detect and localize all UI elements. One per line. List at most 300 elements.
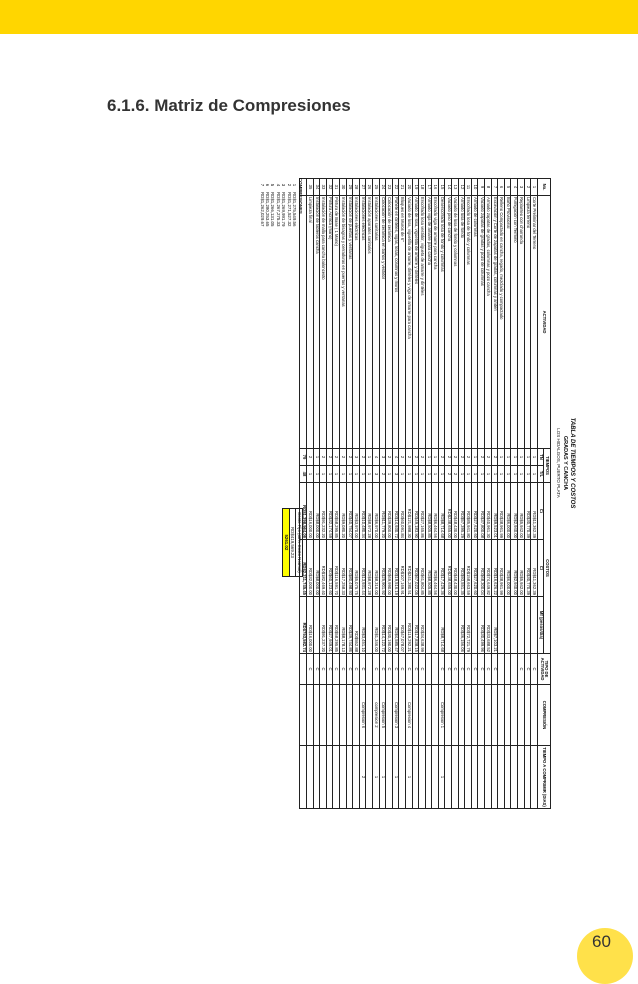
compresion-number: 7 (259, 183, 265, 187)
cell-no: 4 (511, 179, 518, 196)
cell-tn: 1 (425, 449, 432, 466)
cell-tn: 2 (458, 449, 465, 466)
cell-comp (478, 685, 485, 746)
table-row (518, 179, 525, 809)
cell-no: 12 (458, 179, 465, 196)
cell-tiempo (518, 746, 525, 809)
cell-tn: 2 (452, 449, 459, 466)
cell-comp (504, 685, 511, 746)
cell-cl: RD$61,804.85 (419, 540, 426, 597)
table-row (465, 179, 472, 809)
cell-cl: RD$38,961.99 (498, 540, 505, 597)
cell-tipo: C (485, 654, 492, 685)
cell-mf: RD$36,156.06 (458, 597, 465, 654)
cell-mf: RD$58,295.85 (333, 597, 340, 654)
compresion-item (259, 178, 264, 226)
cell-ci: RD$8,972.28 (366, 483, 373, 540)
table-row (405, 179, 412, 809)
compresiones-list (259, 178, 303, 226)
times-costs-table (299, 178, 551, 809)
cell-mf: RD$39,744.86 (346, 597, 353, 654)
cell-tipo: C (405, 654, 412, 685)
cell-tl: 1 (478, 466, 485, 483)
cell-tl: 1 (386, 466, 393, 483)
cell-no: 28 (353, 179, 360, 196)
cell-tn: 2 (340, 449, 347, 466)
compresion-item (265, 178, 270, 226)
cell-act: Fumigación con Termino (511, 196, 518, 449)
cell-tiempo (313, 746, 320, 809)
table-row (412, 179, 419, 809)
cell-tipo: C (452, 654, 459, 685)
cell-act: Instalaciones eléctricas (353, 196, 360, 449)
compresion-item (281, 178, 286, 226)
cell-tiempo (531, 746, 538, 809)
cell-tn: 2 (346, 449, 353, 466)
cell-tipo: C (353, 654, 360, 685)
cell-comp (511, 685, 518, 746)
table-row (432, 179, 439, 809)
cell-comp (465, 685, 472, 746)
cell-no: 15 (438, 179, 445, 196)
costo-fijo-value: RD$419,569.23 (289, 509, 296, 577)
cell-ci: RD$58,295.85 (333, 483, 340, 540)
cell-cl: RD$69,990.00 (386, 540, 393, 597)
header-mf: Mf (pesos/día) (537, 597, 544, 654)
cell-mf: RD$91,237.20 (320, 597, 327, 654)
cell-ci: RD$9,523.01 (491, 483, 498, 540)
table-row (353, 179, 360, 809)
header-cl: Cl (537, 540, 544, 597)
cell-tipo: C (412, 654, 419, 685)
cell-mf: RD$33,688.52 (485, 597, 492, 654)
cell-mf (524, 597, 531, 654)
cell-no: 29 (346, 179, 353, 196)
compresion-value: RD$1,262,029.67 (259, 192, 265, 227)
table-row (471, 179, 478, 809)
cell-tn: 1 (518, 449, 525, 466)
cell-comp (386, 685, 393, 746)
total-mf: RD$753,582.74 (300, 597, 307, 654)
cell-ci: RD$2,940.00 (511, 483, 518, 540)
cell-act: Instalación de tableros cancha (313, 196, 320, 449)
cell-act: Armado viga de amarre para cancha (425, 196, 432, 449)
cell-act: Armado de losa, viguetilla de amarre y dintéles (412, 196, 419, 449)
cell-tn: 3 (353, 449, 360, 466)
table-row (392, 179, 399, 809)
cell-ci: RD$6,464.56 (432, 483, 439, 540)
cell-ci: RD$60,091.84 (399, 483, 406, 540)
cell-tipo: C (346, 654, 353, 685)
cell-mf: RD$8,178.13 (340, 597, 347, 654)
cell-tiempo (353, 746, 360, 809)
cell-cl: RD$6,000.00 (504, 540, 511, 597)
cell-act: Vaciado piso de cancha (445, 196, 452, 449)
cell-cl: RD$48,430.00 (452, 540, 459, 597)
cell-tipo: C (320, 654, 327, 685)
cell-no: 16 (432, 179, 439, 196)
cell-tiempo: 1 (405, 746, 412, 809)
cell-tn: 1 (313, 449, 320, 466)
cell-tl: 1 (432, 466, 439, 483)
cell-cl: RD$116,591.70 (333, 540, 340, 597)
cell-tiempo (333, 746, 340, 809)
cell-mf (425, 597, 432, 654)
cell-tl: 2 (445, 466, 452, 483)
cell-tipo: C (307, 654, 314, 685)
page-heading: 6.1.6. Matriz de Compresiones (107, 96, 351, 115)
top-accent-bar (0, 0, 638, 34)
cell-no: 30 (340, 179, 347, 196)
cell-comp (307, 685, 314, 746)
cell-ci: RD$238,655.00 (445, 483, 452, 540)
cell-tipo: C (458, 654, 465, 685)
cell-tiempo (412, 746, 419, 809)
cell-mf: RD$16,000.00 (307, 597, 314, 654)
cell-tipo (511, 654, 518, 685)
cell-mf: RD$72,721.79 (465, 597, 472, 654)
cell-tipo: C (471, 654, 478, 685)
cell-comp (346, 685, 353, 746)
header-tn: TN (537, 449, 544, 466)
compresiones-title: COMPRESIONES (298, 178, 303, 214)
table-row (531, 179, 538, 809)
cell-comp (412, 685, 419, 746)
cell-mf (445, 597, 452, 654)
cell-mf: RD$30,190.00 (386, 597, 393, 654)
cell-tiempo (491, 746, 498, 809)
cell-no: 33 (320, 179, 327, 196)
cell-no: 5 (504, 179, 511, 196)
cell-cl: RD$8,000.00 (313, 540, 320, 597)
cell-tiempo (458, 746, 465, 809)
cell-comp: Compresion 5 (379, 685, 386, 746)
cell-tn: 2 (320, 449, 327, 466)
cell-no: 11 (465, 179, 472, 196)
cell-no: 7 (491, 179, 498, 196)
cell-no: 34 (313, 179, 320, 196)
table-row (425, 179, 432, 809)
cell-act: Instalaciones sanitarias (372, 196, 379, 449)
cell-ci: RD$14,930.72 (392, 483, 399, 540)
cell-ci: RD$57,395.29 (458, 483, 465, 540)
cell-tl: 1 (518, 466, 525, 483)
cell-tiempo (366, 746, 373, 809)
table-row (491, 179, 498, 809)
cell-act: Instalación de malla para cancha baloncesto (320, 196, 327, 449)
cell-tipo (504, 654, 511, 685)
page-number: 60 (592, 932, 611, 951)
cell-cl: RD$238,655.00 (445, 540, 452, 597)
cell-ci: RD$8,714.68 (438, 483, 445, 540)
cell-ci: RD$8,000.00 (313, 483, 320, 540)
cell-cl: RD$241,280.51 (405, 540, 412, 597)
compresion-item (270, 178, 275, 226)
cell-cl: RD$68,300.04 (478, 540, 485, 597)
cell-tiempo (478, 746, 485, 809)
cell-comp (399, 685, 406, 746)
cell-tn: 2 (485, 449, 492, 466)
cell-comp: compresion 2 (372, 685, 379, 746)
cell-no: 20 (405, 179, 412, 196)
cell-cl: RD$74,649.82 (485, 540, 492, 597)
cell-act: Colocación de cerámica en baños y vestidor (379, 196, 386, 449)
cell-no: 21 (399, 179, 406, 196)
cell-act: Desencofrado losa de fondo y columnas (438, 196, 445, 449)
cell-mf (313, 597, 320, 654)
cell-ci: RD$85,941.80 (465, 483, 472, 540)
table-row (458, 179, 465, 809)
cell-tn: 1 (504, 449, 511, 466)
cell-ci: RD$40,754.07 (346, 483, 353, 540)
header-compresion: COMPRESIÓN (537, 685, 550, 746)
cell-tl: 1 (399, 466, 406, 483)
cell-tipo: C (386, 654, 393, 685)
cell-tiempo (419, 746, 426, 809)
cell-tn: 2 (405, 449, 412, 466)
cell-act: Instalación aparatos sanitarios (366, 196, 373, 449)
cell-comp (471, 685, 478, 746)
cell-tipo (432, 654, 439, 685)
cell-tl: 1 (353, 466, 360, 483)
cell-act: Bloques en Muros de 6" (399, 196, 406, 449)
cell-act: Armado zapatas de gradas, columnas y pozo cancha (485, 196, 492, 449)
cell-tiempo (326, 746, 333, 809)
cell-tl: 2 (379, 466, 386, 483)
compresion-item (292, 178, 297, 226)
cell-tiempo (471, 746, 478, 809)
cell-ci: RD$40,961.30 (485, 483, 492, 540)
cell-tn: 3 (379, 449, 386, 466)
cell-no: 22 (392, 179, 399, 196)
cell-comp (498, 685, 505, 746)
cell-no: 18 (419, 179, 426, 196)
cell-tn: 4 (372, 449, 379, 466)
costo-fijo-per-day: 5261.02 (283, 509, 290, 577)
cell-tiempo (445, 746, 452, 809)
table-row (419, 179, 426, 809)
cell-comp (340, 685, 347, 746)
cell-comp (425, 685, 432, 746)
cell-tl: 1 (465, 466, 472, 483)
cell-tipo: C (478, 654, 485, 685)
cell-tn: 2 (412, 449, 419, 466)
cell-act: Excavación y Corte de zapatas de gradas, columnas y andén (491, 196, 498, 449)
cell-ci: RD$37,800.08 (478, 483, 485, 540)
cell-cl: RD$8,972.28 (366, 540, 373, 597)
cell-cl: RD$5,942.00 (518, 540, 525, 597)
cell-comp (419, 685, 426, 746)
cell-tipo: C (333, 654, 340, 685)
cell-act: Pañete en dintéles, vigas, losas, columnas y muros (392, 196, 399, 449)
cell-tiempo (340, 746, 347, 809)
cell-tn: 1 (531, 449, 538, 466)
cell-mf: RD$7,103.21 (491, 597, 498, 654)
cell-tn: 1 (524, 449, 531, 466)
cell-no: 23 (386, 179, 393, 196)
cell-tl: 3 (372, 466, 379, 483)
table-row (320, 179, 327, 809)
table-subtitle: GRADAS Y CANCHA (562, 435, 568, 491)
cell-mf: RD$47,078.07 (399, 597, 406, 654)
cell-tipo: C (326, 654, 333, 685)
cell-comp (458, 685, 465, 746)
cell-cl: RD$158,663.59 (465, 540, 472, 597)
cell-cl: RD$27,620.60 (471, 540, 478, 597)
cell-tiempo: 1 (379, 746, 386, 809)
compresion-value: RD$1,275,549.56 (292, 192, 297, 227)
cell-tn: 2 (333, 449, 340, 466)
cell-tl: 1 (438, 466, 445, 483)
cell-tl: 1 (320, 466, 327, 483)
cell-tipo: C (313, 654, 320, 685)
cell-cl: RD$5,075.75 (353, 540, 360, 597)
cell-ci: RD$8,505.85 (425, 483, 432, 540)
cell-act: Armado de columnas (471, 196, 478, 449)
cell-tl: 1 (458, 466, 465, 483)
cell-ci: RD$6,970.00 (372, 483, 379, 540)
cell-tl: 1 (359, 466, 366, 483)
header-tiempo: TIEMPO A COMPRIMIR (DIAS) (537, 746, 550, 809)
cell-mf: RD$14,122.72 (379, 597, 386, 654)
cell-ci: RD$27,620.60 (471, 483, 478, 540)
table-row (359, 179, 366, 809)
cell-tn: 2 (326, 449, 333, 466)
cell-ci: RD$10,480.34 (359, 483, 366, 540)
cell-tn: 2 (359, 449, 366, 466)
cell-tiempo (432, 746, 439, 809)
cell-comp: Compresion 4 (405, 685, 412, 746)
cell-comp: Compresion 1 (438, 685, 445, 746)
header-group-costos: COSTOS (544, 483, 551, 654)
cell-tn: 2 (491, 449, 498, 466)
cell-tl: 1 (346, 466, 353, 483)
header-tl: T/L (537, 466, 544, 483)
compresion-number: 5 (270, 183, 276, 187)
table-row (399, 179, 406, 809)
cell-comp (313, 685, 320, 746)
table-row (504, 179, 511, 809)
cell-cl: RD$13,931.44 (359, 540, 366, 597)
cell-tipo: C (419, 654, 426, 685)
cell-comp (366, 685, 373, 746)
cell-tl: 1 (485, 466, 492, 483)
table-row (307, 179, 314, 809)
cell-no: 19 (412, 179, 419, 196)
rotated-table-sheet (135, 178, 575, 868)
cell-comp (320, 685, 327, 746)
cell-tn: 2 (438, 449, 445, 466)
table-row (485, 179, 492, 809)
costo-fijo-label: Costo Fijo (30% Costo Normal) (296, 509, 303, 577)
cell-comp: Compresion 3 (392, 685, 399, 746)
total-ci: RD$1,398,564.09 (300, 483, 307, 540)
cell-tipo: C (445, 654, 452, 685)
cell-tiempo (320, 746, 327, 809)
cell-ci: RD$16,000.00 (307, 483, 314, 540)
cell-tiempo (485, 746, 492, 809)
cell-comp (333, 685, 340, 746)
cell-ci: RD$9,080.20 (340, 483, 347, 540)
cell-tn: 2 (445, 449, 452, 466)
cell-tiempo (386, 746, 393, 809)
header-tipo: TIPO DE ACTIVIDAD (537, 654, 550, 685)
table-row (478, 179, 485, 809)
cell-tl: 1 (326, 466, 333, 483)
table-row (313, 179, 320, 809)
cell-tipo (425, 654, 432, 685)
cell-cl: RD$32,000.00 (307, 540, 314, 597)
cell-tipo: C (340, 654, 347, 685)
table-row (452, 179, 459, 809)
cell-mf: RD$17,838.15 (412, 597, 419, 654)
cell-no: 27 (359, 179, 366, 196)
table-row (333, 179, 340, 809)
cell-cl: RD$80,498.93 (346, 540, 353, 597)
cell-tl: 1 (405, 466, 412, 483)
compresion-value: RD$1,267,275.33 (275, 192, 281, 227)
cell-comp (445, 685, 452, 746)
compresion-number: 1 (292, 183, 297, 187)
cell-mf: RD$8,714.68 (438, 597, 445, 654)
cell-no: 1 (531, 179, 538, 196)
table-row (445, 179, 452, 809)
cell-cl: RD$182,469.40 (320, 540, 327, 597)
cell-ci: RD$6,000.00 (504, 483, 511, 540)
cell-comp (353, 685, 360, 746)
compresion-value: RD$1,269,991.79 (281, 192, 287, 227)
cell-act: Armado losa de fondo (458, 196, 465, 449)
cell-mf (471, 597, 478, 654)
cell-tl: 1 (471, 466, 478, 483)
compresion-number: 2 (286, 183, 292, 187)
cell-tn: 1 (471, 449, 478, 466)
table-title: TABLA DE TIEMPOS Y COSTOS (569, 417, 575, 509)
cell-no: 35 (307, 179, 314, 196)
cell-tiempo (524, 746, 531, 809)
cell-tipo: C (392, 654, 399, 685)
totals-row (300, 179, 307, 809)
cell-tn: 1 (511, 449, 518, 466)
cell-tl: 1 (333, 466, 340, 483)
cell-tipo: C (379, 654, 386, 685)
cell-act: Instalaciones eléctricas (359, 196, 366, 449)
cell-no: 14 (445, 179, 452, 196)
cell-cl: RD$107,169.91 (399, 540, 406, 597)
cell-act: Vaciado de losa de fondo y columnas (452, 196, 459, 449)
cell-ci: RD$39,800.00 (386, 483, 393, 540)
cell-tiempo (465, 746, 472, 809)
cell-tipo: C (518, 654, 525, 685)
cell-tn: 2 (465, 449, 472, 466)
cell-act: Pintura de Base ( 1 Mano) (333, 196, 340, 449)
cell-no: 6 (498, 179, 505, 196)
cell-act: Vaciado zapatas de gradas y pozo de columnas (478, 196, 485, 449)
cell-mf: RD$34,638.99 (419, 597, 426, 654)
cell-cl: RD$25,901.92 (379, 540, 386, 597)
cell-tn: 2 (478, 449, 485, 466)
cell-tl: 1 (425, 466, 432, 483)
cell-tl: 1 (504, 466, 511, 483)
cell-cl: RD$30,770.39 (524, 540, 531, 597)
cell-act: Encofrado losa de fondo y columnas (465, 196, 472, 449)
header-group-tiempos: TIEMPOS (544, 449, 551, 483)
cell-cl: RD$93,551.35 (458, 540, 465, 597)
cell-tl: 1 (340, 466, 347, 483)
cell-tn: 1 (498, 449, 505, 466)
cell-tn: 2 (419, 449, 426, 466)
cell-no: 9 (478, 179, 485, 196)
